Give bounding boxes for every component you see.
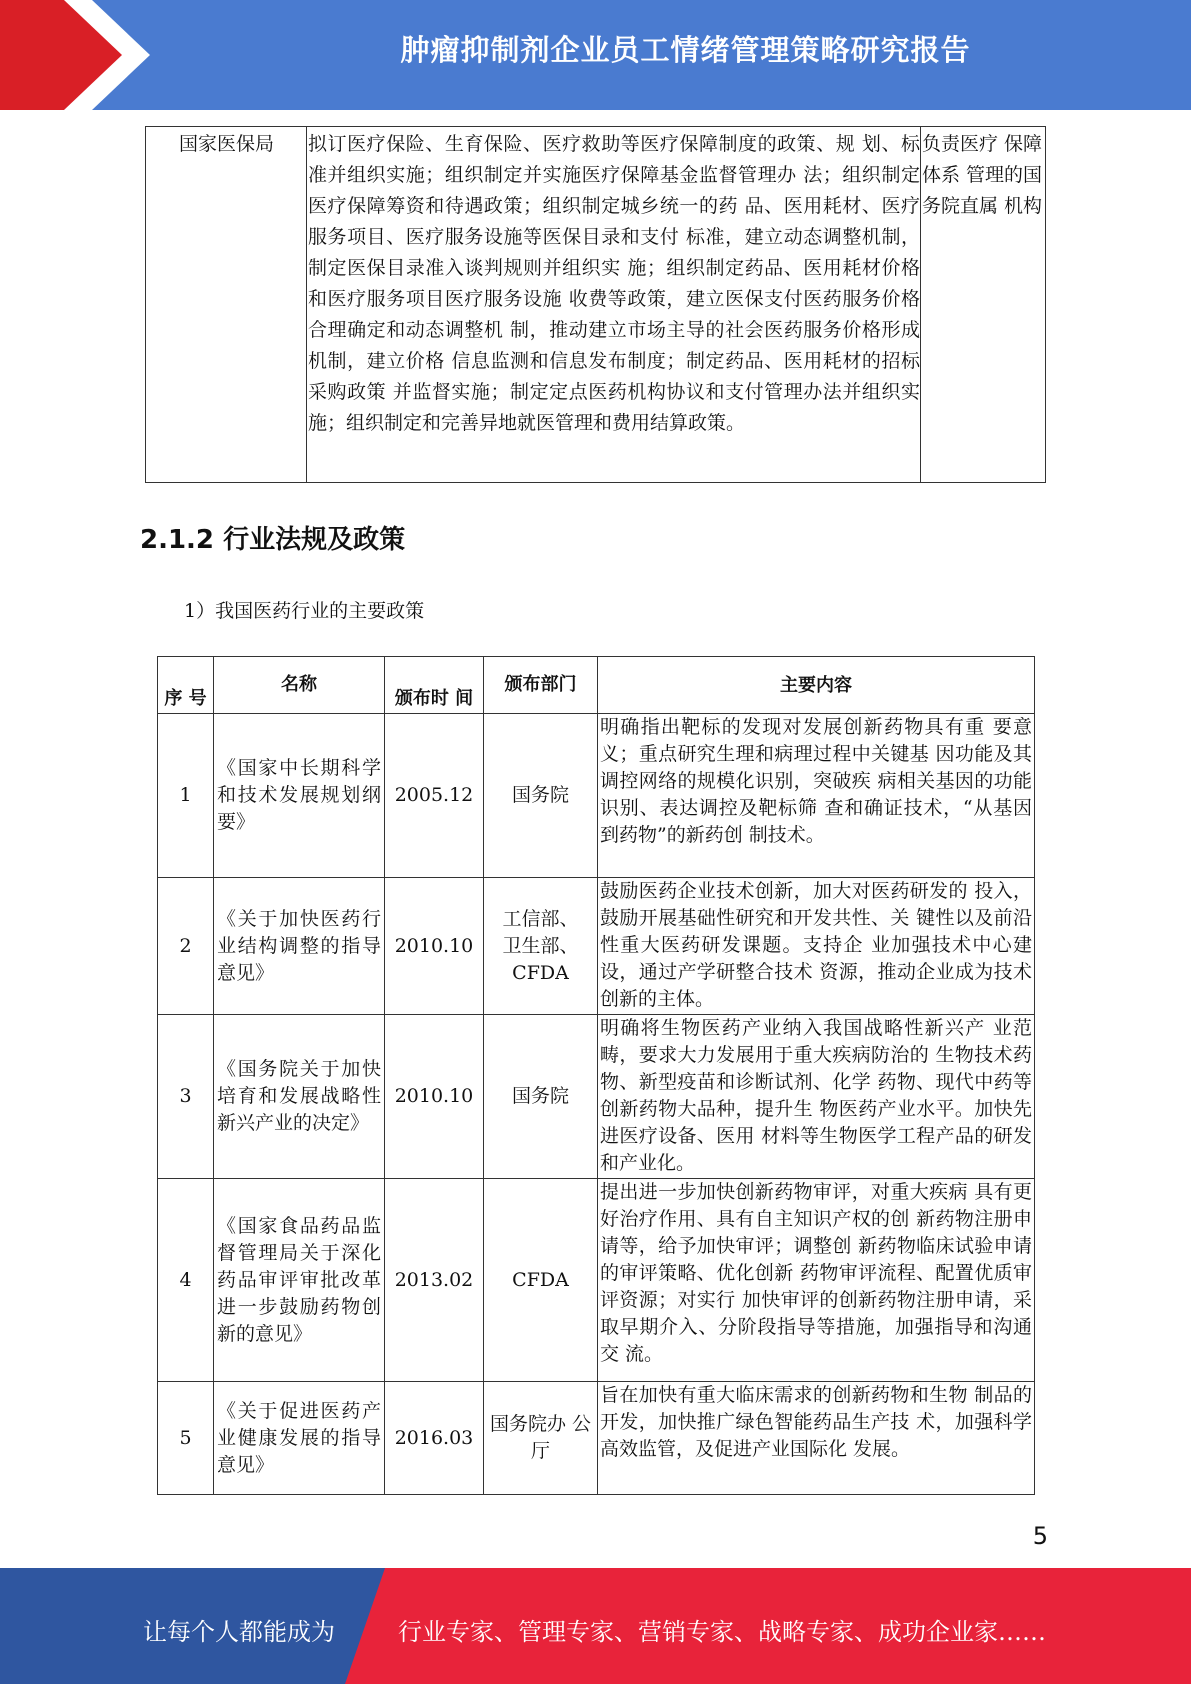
row-dept: 国务院 [484, 714, 598, 878]
policy-table [157, 656, 1035, 1495]
agency-name-cell: 国家医保局 [146, 127, 307, 483]
row-date: 2010.10 [385, 1015, 484, 1179]
row-date: 2013.02 [385, 1179, 484, 1382]
footer-slogan-left: 让每个人都能成为 [143, 1618, 335, 1646]
subsection-title: 1）我国医药行业的主要政策 [184, 600, 425, 622]
header-date: 颁布时 间 [385, 657, 484, 714]
table-row [158, 1015, 1035, 1179]
header-name: 名称 [214, 657, 385, 714]
footer-slogan-right: 行业专家、管理专家、营销专家、战略专家、成功企业家…… [398, 1618, 1046, 1646]
row-content: 鼓励医药企业技术创新，加大对医药研发的 投入，鼓励开展基础性研究和开发共性、关 键性以及前沿性重大医药研发课题。支持企 业加强技术中心建设，通过产学研整合技术 资源，推动企业成为技术创新的主体。 [598, 878, 1035, 1015]
row-num: 1 [158, 714, 214, 878]
row-content: 旨在加快有重大临床需求的创新药物和生物 制品的开发，加快推广绿色智能药品生产技 术，加强科学高效监管，及促进产业国际化 发展。 [598, 1382, 1035, 1495]
section-title: 2.1.2 行业法规及政策 [140, 525, 406, 555]
row-name: 《关于促进医药产业健康发展的指导意见》 [214, 1382, 385, 1495]
row-dept: 国务院 [484, 1015, 598, 1179]
row-name: 《关于加快医药行业结构调整的指导意见》 [214, 878, 385, 1015]
row-num: 2 [158, 878, 214, 1015]
row-name: 《国务院关于加快培育和发展战略性新兴产业的决定》 [214, 1015, 385, 1179]
row-date: 2005.12 [385, 714, 484, 878]
table-row [146, 127, 1046, 483]
agency-duty-cell: 拟订医疗保险、生育保险、医疗救助等医疗保障制度的政策、规 划、标准并组织实施；组织制定并实施医疗保障基金监督管理办 法；组织制定医疗保障筹资和待遇政策；组织制定城乡统一的药 品、医用耗材、医疗服务项目、医疗服务设施等医保目录和支付 标准，建立动态调整机制，制定医保目录准入谈判规则并组织实 施；组织制定药品、医用耗材价格和医疗服务项目医疗服务设施 收费等政策，建立医保支付医药服务价格合理确定和动态调整机 制，推动建立市场主导的社会医药服务价格形成机制，建立价格 信息监测和信息发布制度；制定药品、医用耗材的招标采购政策 并监督实施；制定定点医药机构协议和支付管理办法并组织实 施；组织制定和完善异地就医管理和费用结算政策。 [307, 127, 921, 483]
row-content: 明确指出靶标的发现对发展创新药物具有重 要意义；重点研究生理和病理过程中关键基 因功能及其调控网络的规模化识别，突破疾 病相关基因的功能识别、表达调控及靶标筛 查和确证技术，“从基因到药物”的新药创 制技术。 [598, 714, 1035, 878]
table-header-row [158, 657, 1035, 714]
table-row [158, 878, 1035, 1015]
row-date: 2010.10 [385, 878, 484, 1015]
row-num: 3 [158, 1015, 214, 1179]
header-num: 序 号 [158, 657, 214, 714]
table-row [158, 1382, 1035, 1495]
page-header [0, 0, 1191, 110]
row-content: 明确将生物医药产业纳入我国战略性新兴产 业范畴，要求大力发展用于重大疾病防治的 生物技术药物、新型疫苗和诊断试剂、化学 药物、现代中药等创新药物大品种，提升生 物医药产业水平。加快先进医疗设备、医用 材料等生物医学工程产品的研发和产业化。 [598, 1015, 1035, 1179]
agency-nature-cell: 负责医疗 保障体系 管理的国 务院直属 机构 [921, 127, 1046, 483]
page-number: 5 [1032, 1522, 1048, 1550]
table-row [158, 714, 1035, 878]
header-content: 主要内容 [598, 657, 1035, 714]
row-dept: 工信部、卫生部、CFDA [484, 878, 598, 1015]
row-name: 《国家中长期科学和技术发展规划纲要》 [214, 714, 385, 878]
row-date: 2016.03 [385, 1382, 484, 1495]
row-dept: CFDA [484, 1179, 598, 1382]
row-num: 5 [158, 1382, 214, 1495]
header-arrow-decoration [0, 0, 160, 110]
row-content: 提出进一步加快创新药物审评，对重大疾病 具有更好治疗作用、具有自主知识产权的创 新药物注册申请等，给予加快审评；调整创 新药物临床试验申请的审评策略、优化创新 药物审评流程、配置优质审评资源；对实行 加快审评的创新药物注册申请，采取早期介入、分阶段指导等措施，加强指导和沟通交 流。 [598, 1179, 1035, 1382]
row-name: 《国家食品药品监督管理局关于深化药品审评审批改革进一步鼓励药物创新的意见》 [214, 1179, 385, 1382]
table-row [158, 1179, 1035, 1382]
row-dept: 国务院办 公厅 [484, 1382, 598, 1495]
header-title: 肿瘤抑制剂企业员工情绪管理策略研究报告 [400, 33, 971, 67]
agency-table [145, 126, 1046, 483]
header-dept: 颁布部门 [484, 657, 598, 714]
row-num: 4 [158, 1179, 214, 1382]
